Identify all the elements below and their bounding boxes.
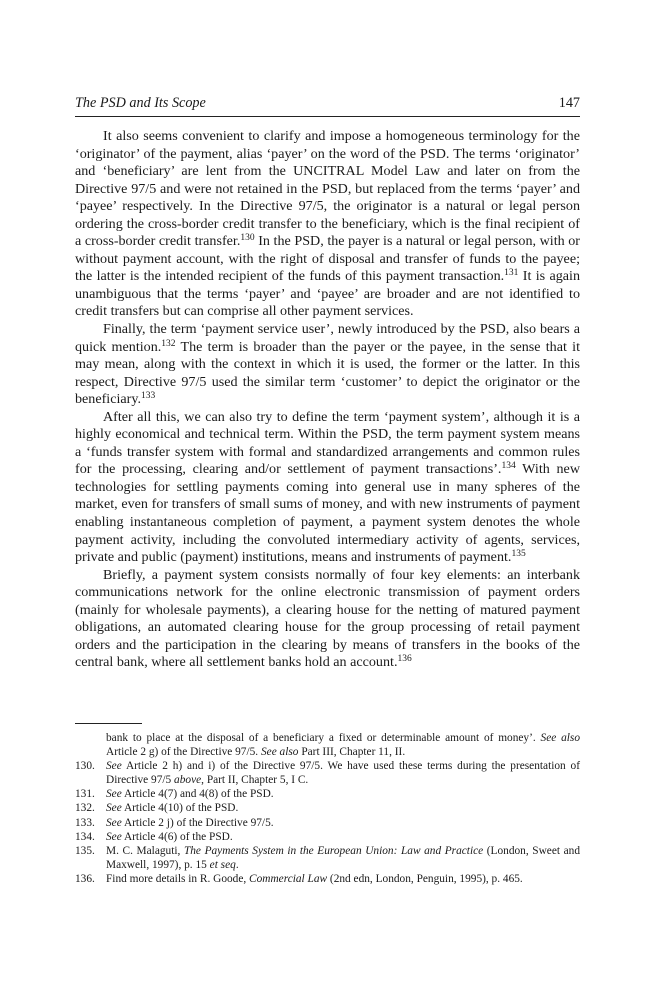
footnote-number: 133. <box>75 816 95 829</box>
footnote-132 <box>75 801 580 815</box>
paragraph-text: In the PSD, the payer is a natural or legal person, with or without payment account, with the right of disposal and transfer of funds to the payee; the latter is the intended recipient of the funds of this payment transaction. <box>75 233 581 285</box>
footnote-text: See Article 2 j) of the Directive 97/5. <box>106 816 274 829</box>
footnote-135 <box>75 844 580 872</box>
footnote-text: See Article 4(6) of the PSD. <box>106 830 233 843</box>
footnote-131 <box>75 787 580 801</box>
footnote-ref-134[interactable]: 134 <box>501 461 516 472</box>
footnote-ref-131[interactable]: 131 <box>504 268 519 279</box>
footnote-ref-136[interactable]: 136 <box>397 654 412 665</box>
footnote-133 <box>75 816 580 830</box>
paragraph-text: The term is broader than the payer or the payee, in the sense that it may mean, along with the context in which it is used, the former or the latter. In this respect, Directive 97/5 used the similar term ‘customer’ to depict the originator or the beneficiary. <box>75 338 580 408</box>
paragraph-text: Finally, the term ‘payment service user’, newly introduced by the PSD, also bears a quick mention. <box>75 321 580 355</box>
paragraph-text: It also seems convenient to clarify and impose a homogeneous terminology for the ‘originator’ of the payment, alias ‘payer’ on the word of the PSD. The terms ‘originator’ and ‘beneficiary’ are lent from the UNCITRAL Model Law and later on from the Directive 97/5 and were not retained in the PSD, but replaced from the terms ‘payer’ and ‘payee’ respectively. In the Directive 97/5, the originator is a natural or legal person ordering the cross-border credit transfer to the beneficiary, which is the final recipient of a cross-border credit transfer. <box>75 128 580 250</box>
paragraph-text: Briefly, a payment system consists normally of four key elements: an interbank communications network for the online electronic transmission of payment orders (mainly for wholesale payments), a clearing house for the netting of matured payment obligations, an automated clearing house for the group processing of retail payment orders and the participation in the clearing by means of transfers in the books of the central bank, where all settlement banks hold an account. <box>75 566 580 671</box>
paragraph-text: It is again unambiguous that the terms ‘payer’ and ‘payee’ are broader and are not identified to credit transfers but can comprise all other payment services. <box>75 268 580 320</box>
footnote-text: See Article 4(10) of the PSD. <box>106 802 239 815</box>
footnote-number: 130. <box>75 760 95 773</box>
footnote-text: See Article 4(7) and 4(8) of the PSD. <box>106 788 274 801</box>
footnote-number: 134. <box>75 830 95 843</box>
footnote-continuation: bank to place at the disposal of a beneficiary a fixed or determinable amount of money’. See also Article 2 g) of the Directive 97/5. See also Part III, Chapter 11, II. <box>106 732 580 759</box>
paragraph-text: After all this, we can also try to define the term ‘payment system’, although it is a highly economical and technical term. Within the PSD, the term payment system means a ‘funds transfer system with formal and standardized arrangements and common rules for the processing, clearing and/or settlement of payment transactions’. <box>75 408 580 478</box>
paragraph-payment-system <box>75 409 580 567</box>
page-number: 147 <box>558 95 580 111</box>
footnote-text: M. C. Malaguti, The Payments System in the European Union: Law and Practice (London, Sweet and Maxwell, 1997), p. 15 et seq. <box>106 844 581 871</box>
paragraph-payment-service-user <box>75 321 580 409</box>
body-text <box>75 128 580 672</box>
footnote-136 <box>75 872 580 886</box>
paragraph-text: With new technologies for settling payments coming into general use in many spheres of the market, even for transfers of small sums of money, and with new instruments of payment enabling instantaneous completion of payment, a payment system denotes the whole payment activity, including the convoluted intermediary activity of agents, services, private and public (payment) institutions, means and instruments of payment. <box>75 461 580 566</box>
footnote-text: Find more details in R. Goode, Commercial Law (2nd edn, London, Penguin, 1995), p. 465. <box>106 872 523 885</box>
footnote-ref-130[interactable]: 130 <box>240 233 255 244</box>
footnote-rule <box>75 723 142 724</box>
footnote-number: 132. <box>75 802 95 815</box>
footnote-number: 135. <box>75 844 95 857</box>
running-title: The PSD and Its Scope <box>75 95 206 111</box>
footnote-ref-135[interactable]: 135 <box>511 549 526 560</box>
paragraph-originator-payer <box>75 128 580 321</box>
footnote-ref-132[interactable]: 132 <box>161 338 176 349</box>
footnote-number: 136. <box>75 872 95 885</box>
footnote-ref-133[interactable]: 133 <box>141 391 156 402</box>
footnote-134 <box>75 830 580 844</box>
running-header <box>75 93 580 113</box>
footnote-number: 131. <box>75 788 95 801</box>
footnote-130 <box>75 759 580 787</box>
footnotes <box>75 731 580 886</box>
paragraph-key-elements <box>75 567 580 672</box>
header-rule <box>75 116 580 117</box>
footnote-text: See Article 2 h) and i) of the Directive 97/5. We have used these terms during the presentation of Directive 97/5 above, Part II, Chapter 5, I C. <box>106 760 580 787</box>
